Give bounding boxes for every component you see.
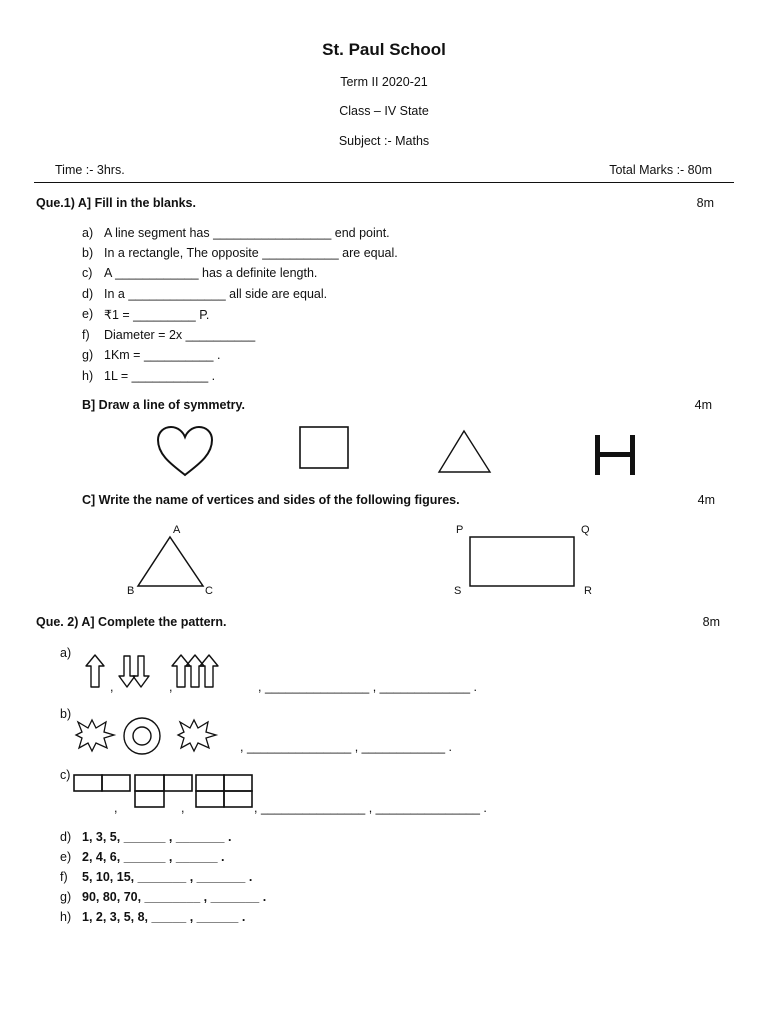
comma: , [110,680,114,694]
vertex-label-s: S [454,585,462,597]
vertex-label-p: P [456,524,464,536]
concentric-circles-icon [121,716,163,756]
labeled-triangle [136,535,206,589]
q1b-heading: B] Draw a line of symmetry. [82,398,246,412]
q1b-marks: 4m [694,398,712,412]
class-line: Class – IV State [339,104,429,118]
rectangle-blocks-icon [73,774,255,808]
q1-marks: 8m [696,196,714,210]
letter-h-icon [593,434,639,476]
header-divider [34,182,734,183]
vertex-label-a: A [173,524,181,536]
vertex-label-c: C [205,585,213,597]
burst-star-icon [178,718,218,752]
q2-marks: 8m [702,615,720,629]
term-line: Term II 2020-21 [340,75,428,89]
labeled-rectangle [469,536,577,588]
subject-line: Subject :- Maths [338,134,430,148]
pattern-b-blanks: , _______________ , ____________ . [240,740,453,754]
heart-icon [156,426,216,478]
q1-heading: Que.1) A] Fill in the blanks. [36,196,196,210]
total-marks-label: Total Marks :- 80m [609,163,712,177]
burst-star-icon [76,718,116,752]
time-label: Time :- 3hrs. [55,163,125,177]
q1c-heading: C] Write the name of vertices and sides of the following figures. [82,493,460,507]
pattern-b-label: b) [60,707,72,721]
vertex-label-b: B [127,585,135,597]
comma: , [169,680,173,694]
comma: , [114,801,118,815]
q1c-marks: 4m [697,493,715,507]
school-name: St. Paul School [322,40,446,59]
square-icon [299,426,351,470]
pattern-c-label: c) [60,768,71,782]
vertex-label-r: R [584,585,592,597]
pattern-c-blanks: , _______________ , _______________ . [254,801,487,815]
q2-heading: Que. 2) A] Complete the pattern. [36,615,227,629]
up-down-arrows-icon [84,654,244,690]
pattern-a-blanks: , _______________ , _____________ . [258,680,477,694]
triangle-icon [437,429,493,475]
pattern-a-label: a) [60,646,72,660]
vertex-label-q: Q [581,524,590,536]
comma: , [181,801,185,815]
